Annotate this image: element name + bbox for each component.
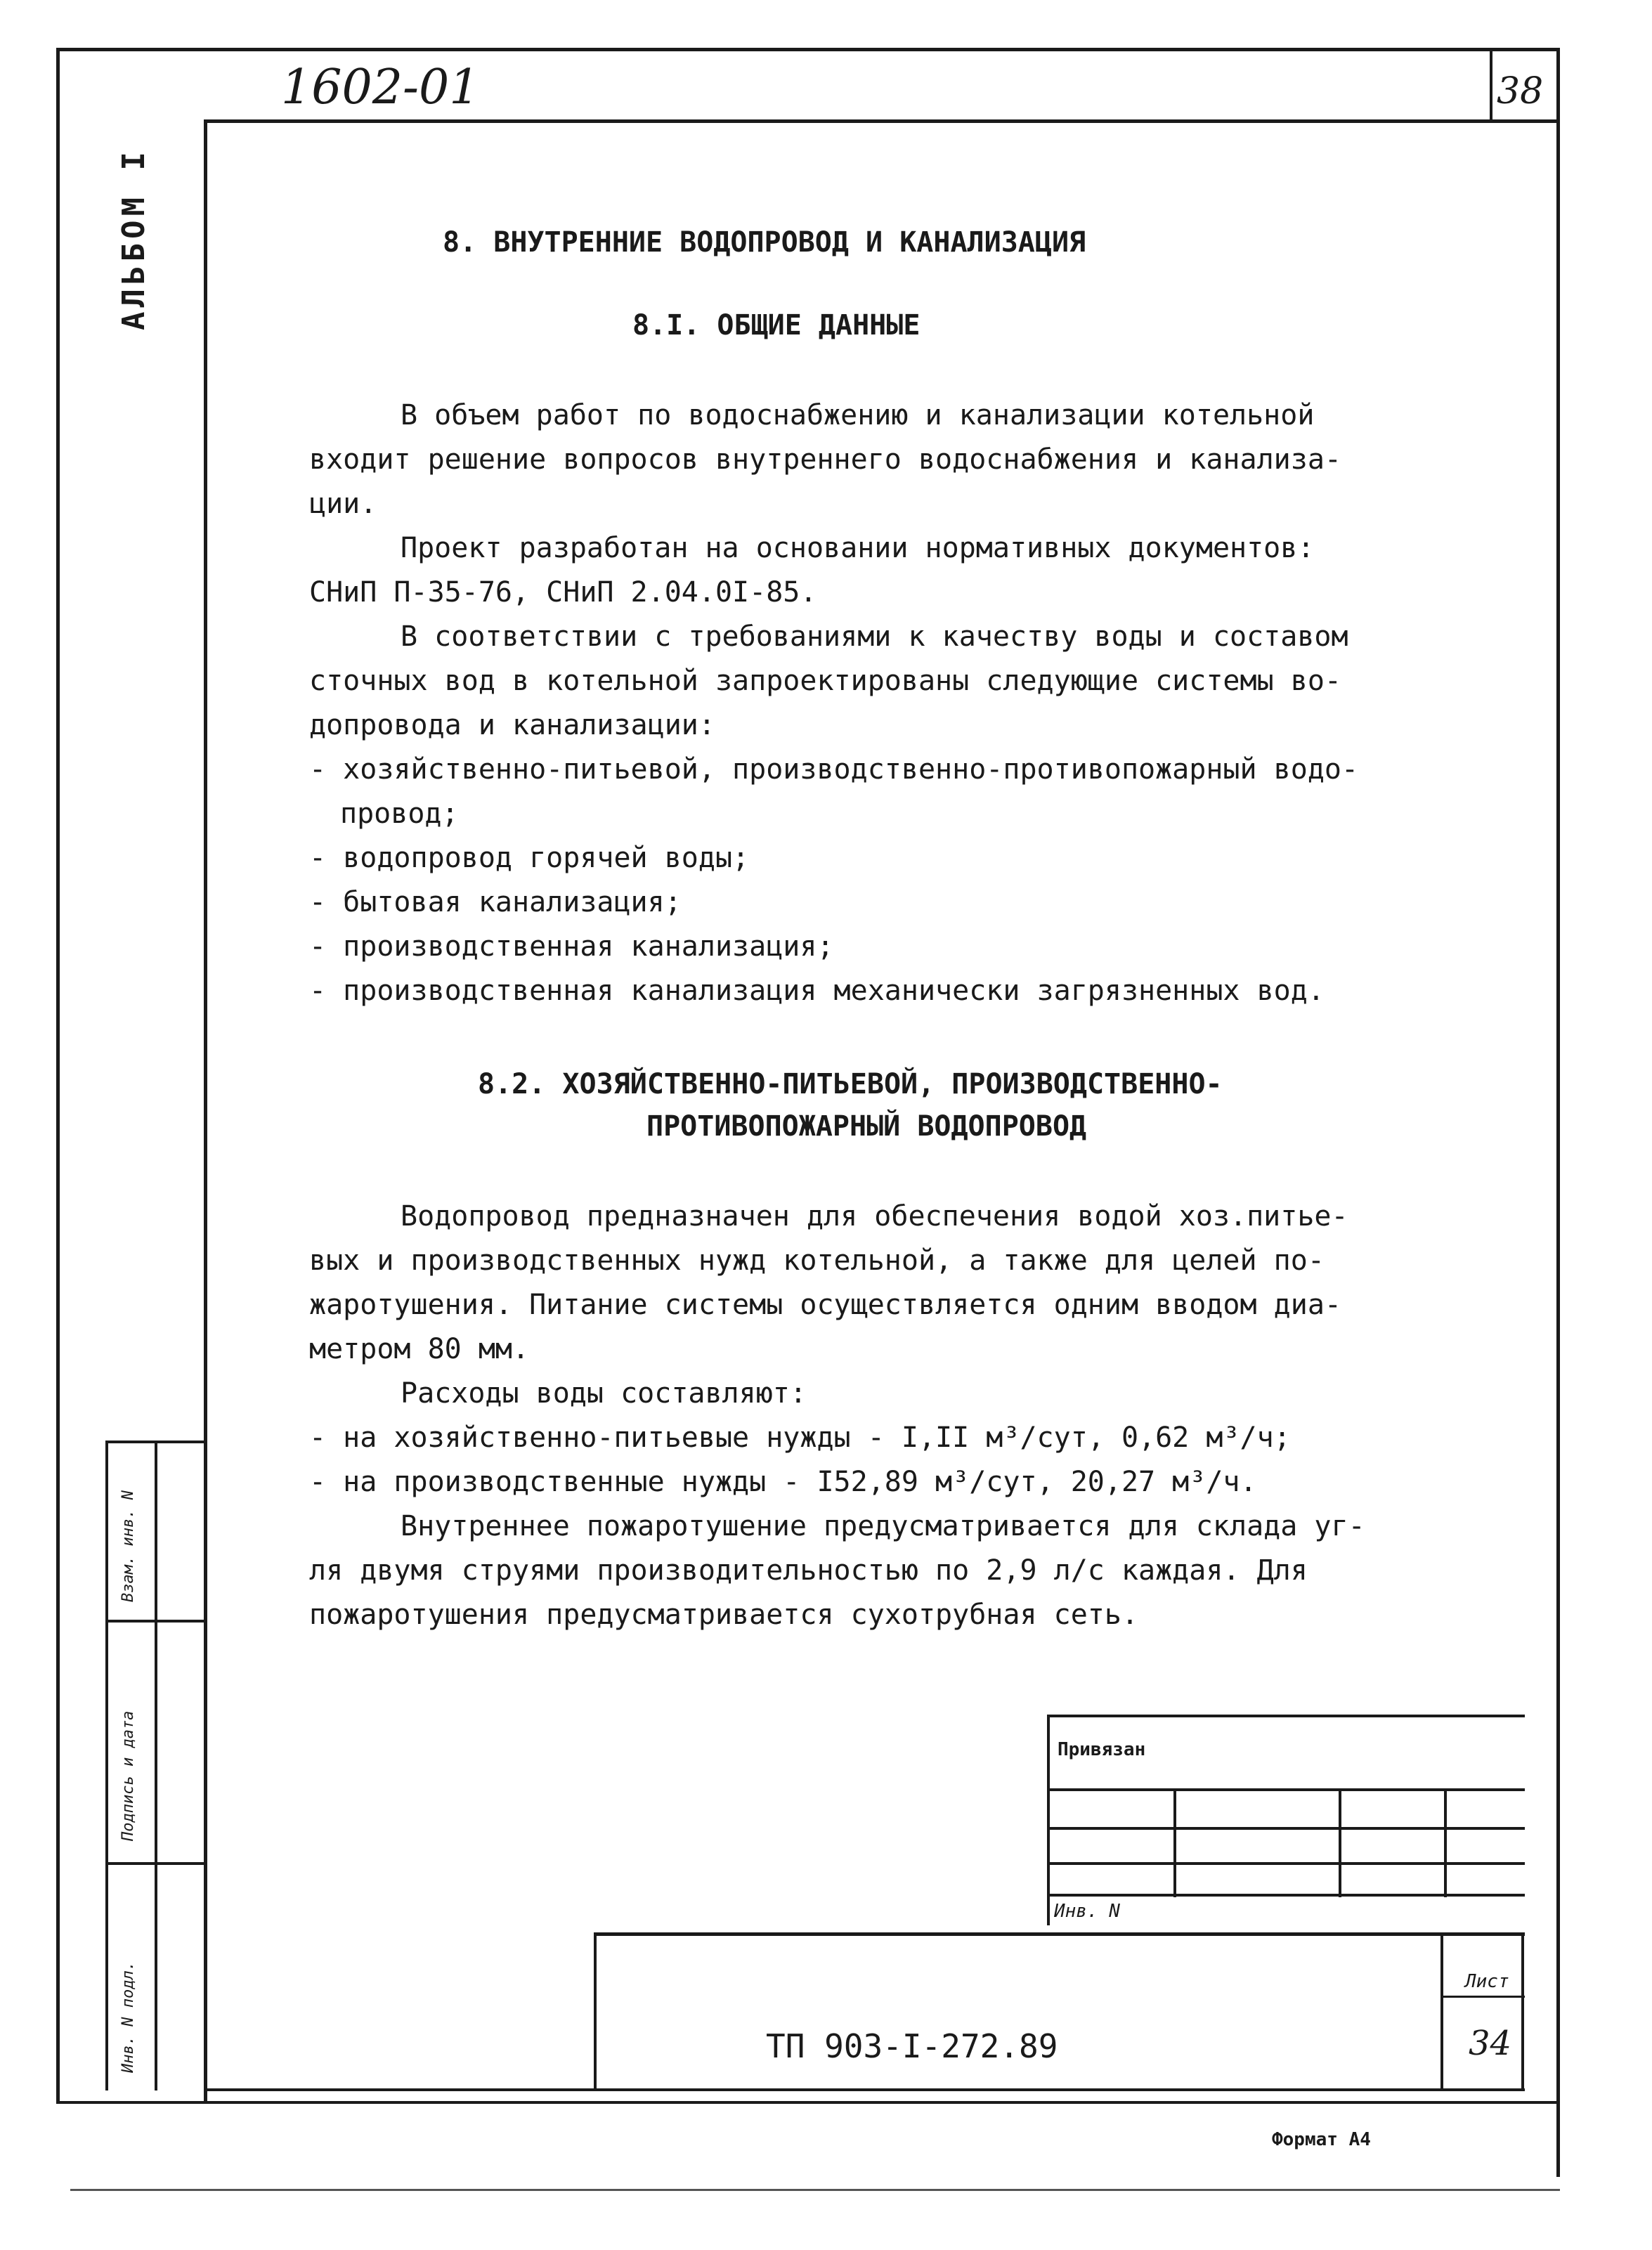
text-line: Расходы воды составляют: (401, 1377, 807, 1410)
inner-frame-left (204, 119, 207, 2101)
side-stamp-left (105, 1441, 108, 2090)
text-line: допровода и канализации: (309, 709, 715, 741)
text-line: жаротушения. Питание системы осуществляется одним вводом диа- (309, 1289, 1342, 1321)
list-item: - производственная канализация; (309, 930, 834, 963)
page-number: 38 (1497, 70, 1544, 112)
side-stamp-inv-original: Инв. N подл. (119, 1961, 137, 2073)
tb-row1 (1047, 1788, 1525, 1791)
tb-row2 (1047, 1827, 1525, 1830)
list-item: - бытовая канализация; (309, 886, 682, 918)
page-box-left (1490, 48, 1492, 121)
list-item-continuation: провод; (340, 798, 459, 830)
text-line: пожаротушения предусматривается сухотрубная сеть. (309, 1599, 1139, 1631)
side-stamp-inner (155, 1441, 157, 2090)
tb-col1 (1173, 1788, 1176, 1897)
text-line: вых и производственных нужд котельной, а также для целей по- (309, 1244, 1325, 1277)
text-line: входит решение вопросов внутреннего водоснабжения и канализа- (309, 443, 1342, 476)
outer-frame-top (56, 48, 1560, 51)
side-stamp-div1 (105, 1620, 207, 1623)
list-item: - на хозяйственно-питьевые нужды - I,II м³/сут, 0,62 м³/ч; (309, 1422, 1291, 1454)
text-line: В объем работ по водоснабжению и канализации котельной (401, 399, 1315, 431)
list-item: - производственная канализация механически загрязненных вод. (309, 975, 1325, 1007)
tb-sheet-left (1440, 1932, 1443, 2090)
inner-frame-bottom (204, 2088, 1525, 2091)
subsection-1-body (309, 394, 1462, 1013)
text-line: сточных вод в котельной запроектированы следующие системы во- (309, 665, 1342, 697)
document-code: 1602-01 (281, 60, 480, 115)
tb-row4 (1047, 1894, 1525, 1897)
subsection-1-title: 8.I. ОБЩИЕ ДАННЫЕ (632, 309, 921, 342)
tb-col3 (1444, 1788, 1447, 1897)
tb-upper-top (1047, 1715, 1525, 1717)
side-stamp-div2 (105, 1862, 207, 1865)
tb-col2 (1339, 1788, 1341, 1897)
outer-frame-bottom (56, 2101, 1560, 2104)
sheet-label: Лист (1465, 1971, 1509, 1992)
text-line: ции. (309, 488, 377, 520)
list-item: - на производственные нужды - I52,89 м³/сут, 20,27 м³/ч. (309, 1466, 1257, 1498)
text-line: СНиП П-35-76, СНиП 2.04.0I-85. (309, 576, 817, 609)
tb-main-right (1521, 1932, 1524, 2090)
subsection-2-title-line2: ПРОТИВОПОЖАРНЫЙ ВОДОПРОВОД (646, 1110, 1087, 1143)
list-item: - водопровод горячей воды; (309, 842, 750, 874)
inner-frame-top (204, 119, 1560, 123)
text-line: метром 80 мм. (309, 1333, 530, 1365)
tb-row3 (1047, 1862, 1525, 1865)
text-line: ля двумя струями производительностью по 2,9 л/с каждая. Для (309, 1554, 1308, 1587)
text-line: Проект разработан на основании нормативных документов: (401, 532, 1315, 564)
tb-sheet-div (1440, 1996, 1525, 1998)
format-label: Формат А4 (1272, 2129, 1371, 2150)
subsection-2-body (309, 1195, 1462, 1637)
text-line: Водопровод предназначен для обеспечения водой хоз.питье- (401, 1200, 1348, 1233)
document-cipher: ТП 903-I-272.89 (766, 2027, 1058, 2065)
inv-no-label: Инв. N (1054, 1901, 1120, 1922)
tb-main-top (594, 1932, 1525, 1936)
text-line: В соответствии с требованиями к качеству воды и составом (401, 620, 1348, 653)
album-label: АЛЬБОМ I (116, 148, 152, 330)
outer-frame-right (1556, 48, 1560, 2177)
side-stamp-signature-date: Подпись и дата (119, 1710, 137, 1841)
scan-edge-line (70, 2189, 1560, 2191)
linked-label: Привязан (1058, 1739, 1146, 1760)
subsection-2-title-line1: 8.2. ХОЗЯЙСТВЕННО-ПИТЬЕВОЙ, ПРОИЗВОДСТВЕННО- (478, 1068, 1223, 1100)
sheet-number: 34 (1469, 2024, 1512, 2063)
list-item: - хозяйственно-питьевой, производственно-противопожарный водо- (309, 753, 1359, 786)
tb-main-left (594, 1932, 597, 2090)
outer-frame-left (56, 48, 60, 2103)
text-line: Внутреннее пожаротушение предусматривается для склада уг- (401, 1510, 1365, 1542)
section-title: 8. ВНУТРЕННИЕ ВОДОПРОВОД И КАНАЛИЗАЦИЯ (443, 226, 1086, 259)
side-stamp-replaces-inv: Взам. инв. N (119, 1490, 137, 1602)
